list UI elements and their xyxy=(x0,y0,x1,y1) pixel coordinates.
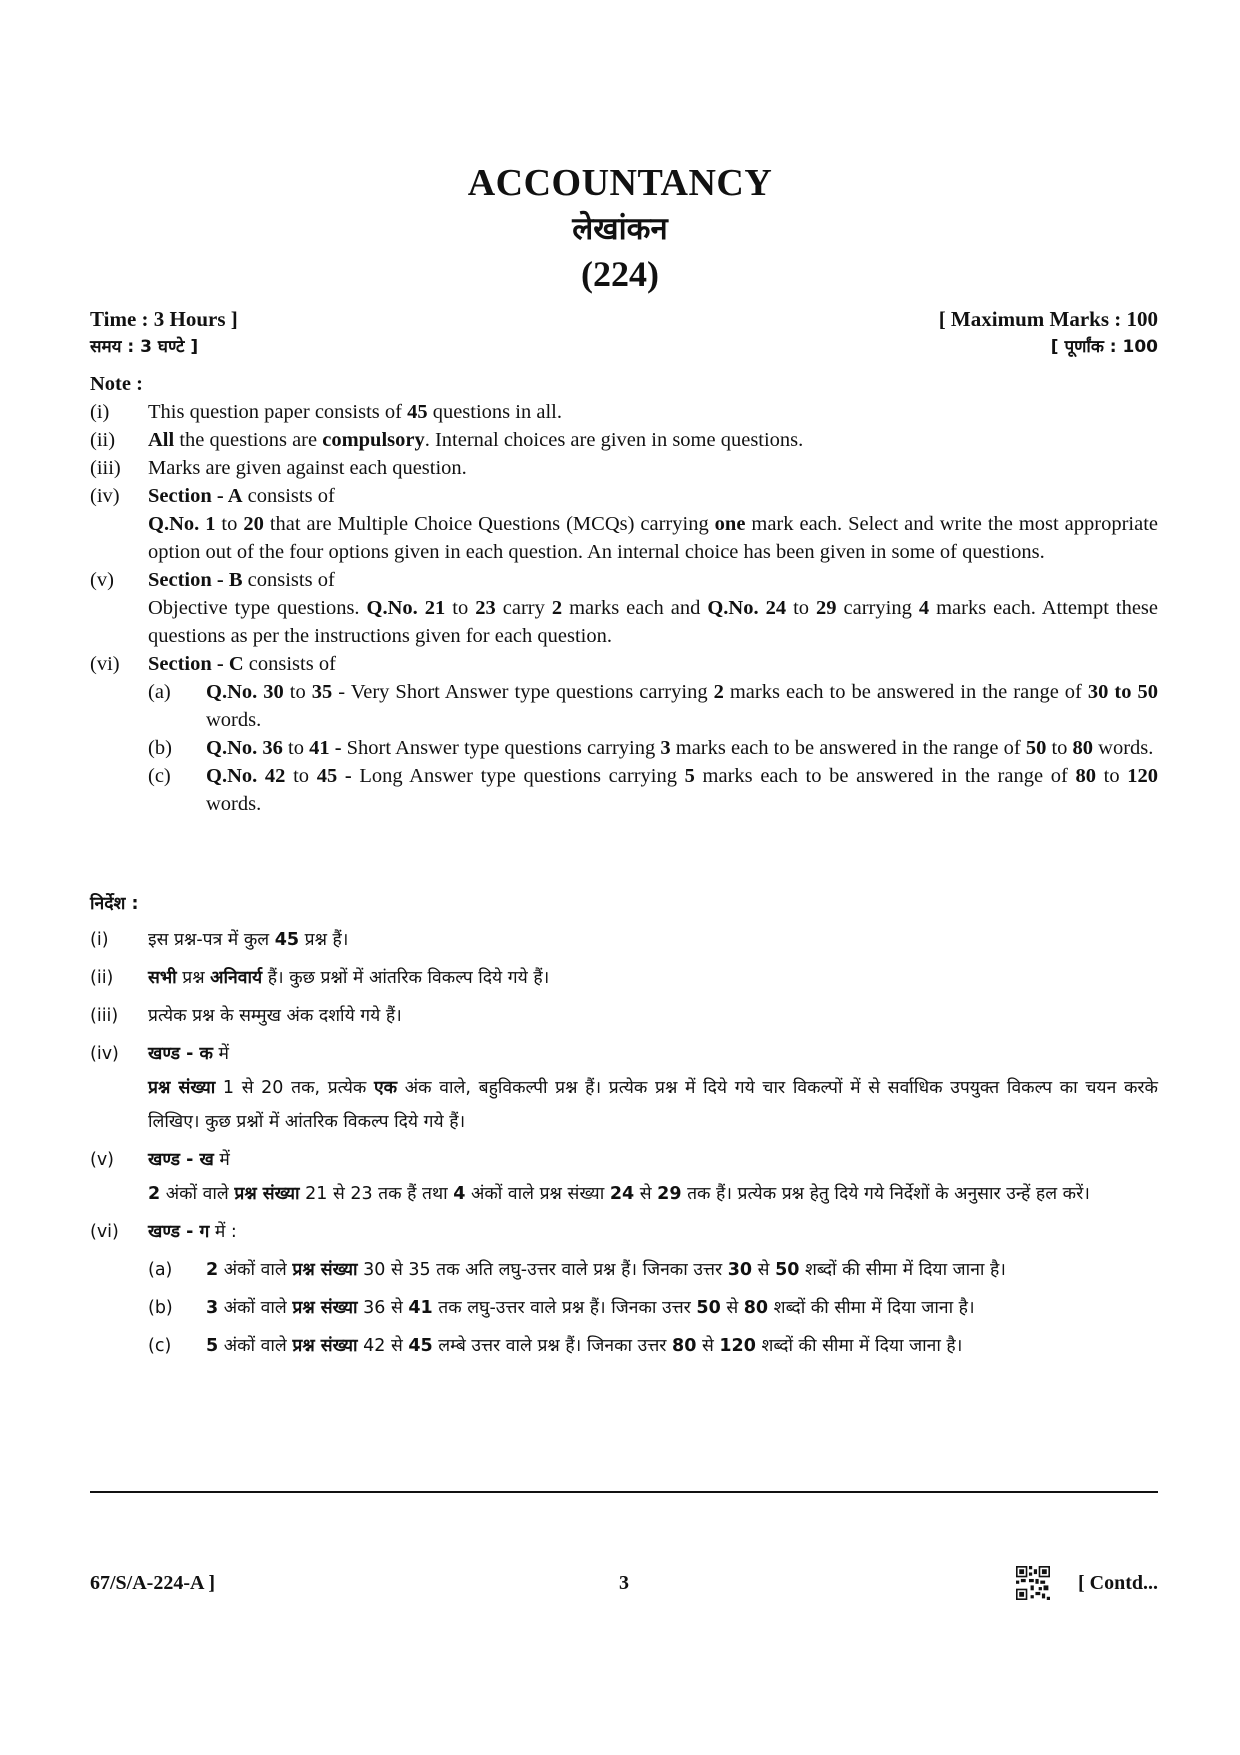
meta-row-en xyxy=(90,305,1158,333)
meta-row-hi xyxy=(90,334,1158,360)
item-text: This question paper consists of 45 questions in all. xyxy=(148,401,562,423)
subitem-number: (c) xyxy=(148,1336,172,1356)
note-heading-hi: निर्देश : xyxy=(90,894,139,914)
item-number: (v) xyxy=(90,569,114,591)
time-hi: समय : 3 घण्टे ] xyxy=(90,337,199,357)
item-number: (i) xyxy=(90,930,109,950)
note-subitem-hi xyxy=(148,1329,1158,1363)
note-subitem xyxy=(148,678,1158,734)
note-heading: Note : xyxy=(90,373,143,395)
footer-divider xyxy=(90,1491,1158,1493)
time-en: Time : 3 Hours ] xyxy=(90,307,238,331)
subitem-text: 5 अंकों वाले प्रश्न संख्या 42 से 45 लम्बे उत्तर वाले प्रश्न हैं। जिनका उत्तर 80 से 120 शब्दों की सीमा में दिया जाना है। xyxy=(206,1336,963,1356)
note-item-hi xyxy=(90,1143,1158,1211)
subject-code: (224) xyxy=(581,254,659,294)
subitem-number: (a) xyxy=(148,1260,173,1280)
item-number: (vi) xyxy=(90,1222,119,1242)
note-item-hi xyxy=(90,961,1158,995)
item-number: (vi) xyxy=(90,653,120,675)
item-number: (iv) xyxy=(90,1044,119,1064)
subject-title-hi: लेखांकन xyxy=(572,211,668,247)
max-marks-hi: [ पूर्णांक : 100 xyxy=(1050,337,1158,357)
subitem-text: Q.No. 42 to 45 - Long Answer type questions carrying 5 marks each to be answered in the range of 80 to 120 words. xyxy=(206,765,1159,815)
item-text: प्रत्येक प्रश्न के सम्मुख अंक दर्शाये गये हैं। xyxy=(148,1006,402,1026)
item-text: All the questions are compulsory. Internal choices are given in some questions. xyxy=(148,429,804,451)
subitem-text: 2 अंकों वाले प्रश्न संख्या 30 से 35 तक अति लघु-उत्तर वाले प्रश्न हैं। जिनका उत्तर 30 से 50 शब्दों की सीमा में दिया जाना है। xyxy=(206,1260,1006,1280)
note-hindi xyxy=(90,887,1158,1367)
page-footer xyxy=(90,1566,1158,1602)
note-subitem-hi xyxy=(148,1253,1158,1287)
item-text: इस प्रश्न-पत्र में कुल 45 प्रश्न हैं। xyxy=(148,930,349,950)
item-number: (i) xyxy=(90,401,110,423)
note-item xyxy=(90,454,1158,482)
item-text: Section - C consists of xyxy=(148,653,336,675)
note-item-hi xyxy=(90,923,1158,957)
subitem-number: (b) xyxy=(148,737,172,759)
note-item xyxy=(90,426,1158,454)
subitem-text: 3 अंकों वाले प्रश्न संख्या 36 से 41 तक लघु-उत्तर वाले प्रश्न हैं। जिनका उत्तर 50 से 80 शब्दों की सीमा में दिया जाना है। xyxy=(206,1298,975,1318)
qr-code-icon xyxy=(1016,1566,1050,1600)
continued-label: [ Contd... xyxy=(1077,1571,1158,1594)
item-number: (iii) xyxy=(90,1006,119,1026)
item-number: (ii) xyxy=(90,429,116,451)
item-text: Marks are given against each question. xyxy=(148,457,467,479)
note-item xyxy=(90,482,1158,566)
footer-right xyxy=(1016,1566,1158,1600)
note-item-hi xyxy=(90,999,1158,1033)
item-text: खण्ड - क में प्रश्न संख्या 1 से 20 तक, प्रत्येक एक अंक वाले, बहुविकल्पी प्रश्न हैं। प्रत्येक प्रश्न में दिये गये चार विकल्पों में से सर्वाधिक उपयुक्त विकल्प का चयन करके लिखिए। कुछ प्रश्नों में आंतरिक विकल्प दिये गये हैं। xyxy=(148,1044,1158,1132)
page-number: 3 xyxy=(619,1572,629,1594)
item-number: (v) xyxy=(90,1150,115,1170)
item-text: खण्ड - ख में 2 अंकों वाले प्रश्न संख्या 21 से 23 तक हैं तथा 4 अंकों वाले प्रश्न संख्या 24 से 29 तक हैं। प्रत्येक प्रश्न हेतु दिये गये निर्देशों के अनुसार उन्हें हल करें। xyxy=(148,1150,1090,1204)
subitem-text: Q.No. 30 to 35 - Very Short Answer type questions carrying 2 marks each to be answered in the range of 30 to 50 words. xyxy=(206,681,1159,731)
item-text: खण्ड - ग में : xyxy=(148,1222,237,1242)
note-subitem xyxy=(148,734,1158,762)
subject-title-en: ACCOUNTANCY xyxy=(467,162,773,204)
note-item-hi xyxy=(90,1037,1158,1139)
note-subitem xyxy=(148,762,1158,818)
note-item xyxy=(90,566,1158,650)
note-subitem-hi xyxy=(148,1291,1158,1325)
subitem-number: (c) xyxy=(148,765,171,787)
item-number: (iv) xyxy=(90,485,120,507)
note-item xyxy=(90,398,1158,426)
max-marks-en: [ Maximum Marks : 100 xyxy=(938,307,1158,331)
item-text: Section - A consists of Q.No. 1 to 20 that are Multiple Choice Questions (MCQs) carrying one mark each. Select and write the most appropriate option out of the four options given in each question. An internal choice has been given in some of questions. xyxy=(148,485,1159,563)
item-number: (iii) xyxy=(90,457,121,479)
subitem-number: (b) xyxy=(148,1298,173,1318)
note-english xyxy=(90,370,1158,818)
note-item xyxy=(90,650,1158,678)
subitem-text: Q.No. 36 to 41 - Short Answer type questions carrying 3 marks each to be answered in the range of 50 to 80 words. xyxy=(206,737,1154,759)
item-number: (ii) xyxy=(90,968,114,988)
title-block xyxy=(0,160,1240,296)
note-item-hi xyxy=(90,1215,1158,1249)
subitem-number: (a) xyxy=(148,681,171,703)
item-text: Section - B consists of Objective type questions. Q.No. 21 to 23 carry 2 marks each and Q.No. 24 to 29 carrying 4 marks each. Attempt these questions as per the instructions given for each question. xyxy=(148,569,1159,647)
paper-code: 67/S/A-224-A ] xyxy=(90,1572,215,1594)
item-text: सभी प्रश्न अनिवार्य हैं। कुछ प्रश्नों में आंतरिक विकल्प दिये गये हैं। xyxy=(148,968,550,988)
